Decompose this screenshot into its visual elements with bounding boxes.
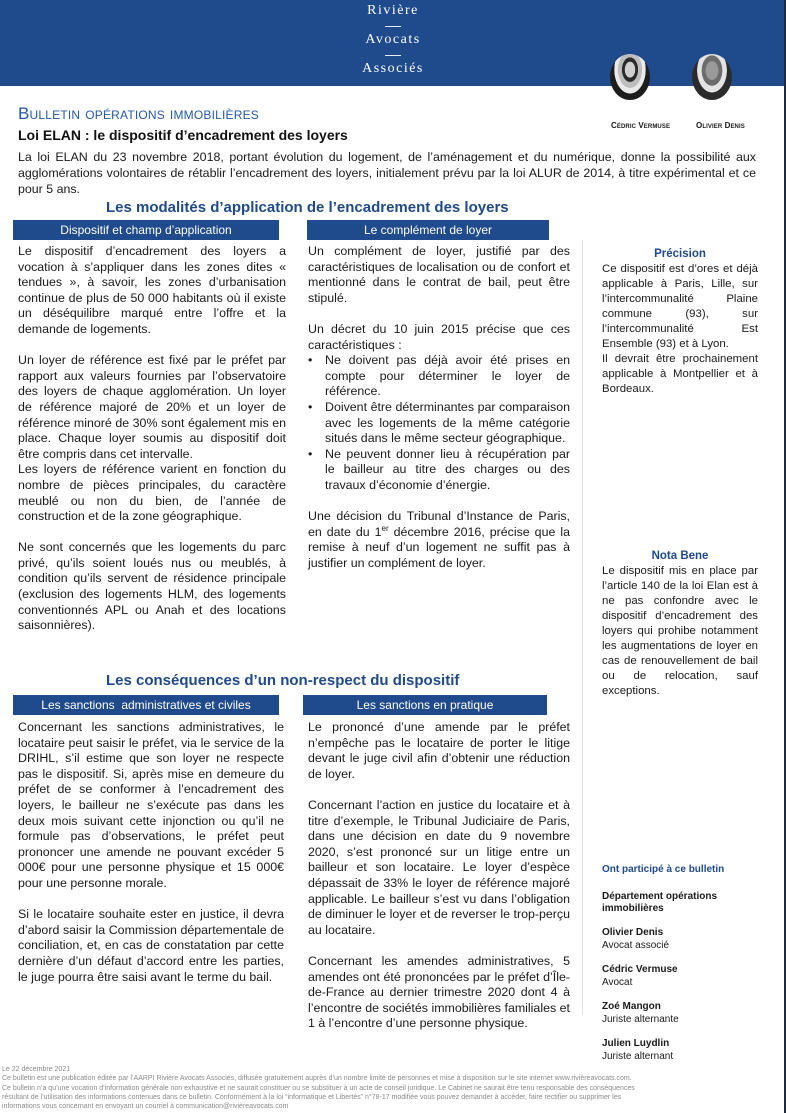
footer-disclaimer (2, 1065, 782, 1111)
list-item: • Ne doivent pas déjà avoir été prises en compte pour déterminer le loyer de référence. (308, 353, 570, 400)
bullet-list (308, 353, 570, 493)
contributor-name: Département opérations immobilières (602, 891, 718, 914)
column-dispositif (18, 244, 286, 672)
author-name: Olivier Denis (696, 121, 745, 130)
contributors-list (602, 864, 772, 1075)
paragraph: Un complément de loyer, justifié par des caractéristiques de localisation ou de confort et mentionné dans le contrat de bail, peut être stipulé. (308, 244, 570, 305)
box-title: Précision (654, 248, 706, 260)
logo-divider (385, 55, 401, 56)
subtitle: Loi ELAN : le dispositif d’encadrement des loyers (18, 127, 348, 143)
publication-date: Le 22 décembre 2021 (2, 1066, 71, 1073)
bulletin-title (18, 104, 259, 124)
column-header: Dispositif et champ d’application (13, 220, 279, 240)
firm-logo (343, 2, 443, 78)
contributors-title: Ont participé à ce bulletin (602, 864, 725, 875)
logo-divider (385, 26, 401, 27)
paragraph: Si le locataire souhaite ester en justice, il devra d’abord saisir la Commission départementale de conciliation, et, en cas de constatation par cette dernière d’un défaut d’accord entre les parties, le juge pourra être saisi avant le terme du bail. (18, 907, 284, 984)
portrait-icon (610, 54, 650, 100)
contributor-entry (602, 1001, 772, 1026)
disclaimer-line: informations vous concernant en envoyant un courriel à communication@rivièreavocats.com (2, 1103, 289, 1111)
bulletin-title-text: Bulletin opérations immobilières (18, 104, 260, 123)
contributor-entry (602, 927, 772, 952)
intro-paragraph: La loi ELAN du 23 novembre 2018, portant évolution du logement, de l’aménagement et du numérique, donne la possibilité aux agglomérations volontaires de rétablir l’encadrement des loyers, initialement prévu par la loi ALUR de 2014, à titre expérimental et ce pour 5 ans. (18, 150, 756, 196)
portrait-icon (692, 54, 732, 100)
column-sanctions (18, 720, 284, 1001)
paragraph: Les loyers de référence varient en fonction du nombre de pièces principales, du caractère meublé ou non du bien, de l’année de construction et de la zone géographique. (18, 462, 286, 524)
box-text: Ce dispositif est d’ores et déjà applicable à Paris, Lille, sur l’intercommunalité Plaine commune (93), sur l’intercommunalité Est Ensemble (93) et à Lyon. (602, 263, 758, 350)
superscript: er (381, 523, 389, 533)
column-complement (308, 244, 570, 587)
logo-word: Rivière (367, 3, 419, 18)
paragraph: Concernant l’action en justice du locataire et à titre d’exemple, le Tribunal Judiciaire de Paris, dans une décision en date du 9 novembre 2020, s’est prononcé sur un litige entre un bailleur et son locataire. Le loyer d’espèce dépassait de 33% le loyer de référence majoré applicable. Le bailleur s’est vu dans l’obligation de diminuer le loyer et de reverser le trop-perçu au locataire. (308, 797, 570, 937)
contributor-entry (602, 964, 772, 989)
paragraph (308, 509, 570, 571)
text: décembre 2016, précise que la remise à neuf d’un logement ne suffit pas à justifier un complément de loyer. (308, 524, 570, 570)
paragraph: Concernant les amendes administratives, 5 amendes ont été prononcées par le préfet d’Île-de-France au dernier trimestre 2020 dont 4 à l’encontre de sociétés immobilières familiales et 1 à l’encontre d’une personne physique. (308, 953, 570, 1031)
box-title: Nota Bene (651, 550, 709, 562)
paragraph: Un loyer de référence est fixé par le préfet par rapport aux valeurs fournies par l’observatoire des loyers de chaque agglomération. Un loyer de référence majoré de 20% et un loyer de référence minoré de 30% sont également mis en place. Chaque loyer soumis au dispositif doit être compris dans cet intervalle. (18, 353, 286, 461)
contributor-entry (602, 891, 772, 915)
contributor-role: Avocat associé (602, 940, 670, 951)
paragraph: Le prononcé d’une amende par le préfet n’empêche pas le locataire de porter le litige devant le juge civil afin d’obtenir une réduction de loyer. (308, 720, 570, 781)
contributor-role: Juriste alternante (602, 1014, 679, 1025)
section-heading: Les modalités d’application de l’encadrement des loyers (106, 199, 509, 216)
author-name: Cédric Vermuse (611, 121, 671, 130)
contributor-name: Olivier Denis (602, 927, 664, 938)
contributor-name: Julien Luydlin (602, 1038, 670, 1049)
column-divider (582, 240, 583, 1015)
logo-word: Associés (362, 61, 424, 76)
column-header: Les sanctions administratives et civiles (13, 695, 279, 715)
disclaimer-line: Ce bulletin n’a qu’une vocation d’information générale non exhaustive et ne saurait constituer ou se substituer à un acte de conseil juridique. Le Cabinet ne saurait être tenu responsable des conséquences (2, 1084, 635, 1092)
text: Une décision du Tribunal d’Instance de Paris, en date du 1 (308, 509, 570, 539)
column-header: Le complément de loyer (307, 220, 549, 240)
disclaimer-line: Ce bulletin est une publication éditée par l’AARPI Rivière Avocats Associés, diffusée gratuitement auprès d’un nombre limité de personnes et mise à disposition sur le site internet www.rivièreavocats.com. (2, 1075, 632, 1083)
list-item: • Doivent être déterminantes par comparaison avec les logements de la même catégorie situés dans le même secteur géographique. (308, 400, 570, 447)
contributor-name: Cédric Vermuse (602, 964, 678, 975)
logo-word: Avocats (365, 32, 421, 47)
column-sanctions-pratique (308, 720, 570, 1047)
box-text: Il devrait être prochainement applicable à Montpellier et à Bordeaux. (602, 353, 758, 395)
contributor-role: Juriste alternant (602, 1051, 674, 1062)
section-heading: Les conséquences d’un non-respect du dispositif (106, 672, 460, 689)
paragraph: Ne sont concernés que les logements du parc privé, qu’ils soient loués nus ou meublés, à condition qu’ils servent de résidence principale (exclusion des logements HLM, des logements conventionnés APL ou Anah et des locations saisonnières). (18, 540, 286, 633)
box-text: Le dispositif mis en place par l’article 140 de la loi Elan est à ne pas confondre avec le dispositif d’encadrement des loyers qui prohibe notamment les augmentations de loyer en cas de renouvellement de bail ou de relocation, sauf exceptions. (602, 565, 758, 697)
precision-box (602, 247, 758, 397)
paragraph: Un décret du 10 juin 2015 précise que ces caractéristiques : (308, 321, 570, 352)
disclaimer-line: résultant de l’utilisation des informations contenues dans ce bulletin. Conformément à la loi “informatique et Libertés” n°78-17 modifiée vous pouvez demander à accéder, faire rectifier ou supprimer les (2, 1093, 622, 1101)
column-header: Les sanctions en pratique (303, 695, 547, 715)
paragraph: Le dispositif d’encadrement des loyers a vocation à s’appliquer dans les zones dites « tendues », à savoir, les zones d’urbanisation continue de plus de 50 000 habitants où il existe un déséquilibre marqué entre l’offre et la demande de logements. (18, 244, 286, 336)
list-item: • Ne peuvent donner lieu à récupération par le bailleur au titre des charges ou des travaux d’économie d’énergie. (308, 447, 570, 494)
contributor-role: Avocat (602, 977, 633, 988)
paragraph: Concernant les sanctions administratives, le locataire peut saisir le préfet, via le service de la DRIHL, s’il estime que son loyer ne respecte pas le dispositif. Si, après mise en demeure du préfet de se conformer à l’encadrement des loyers, le bailleur ne s’exécute pas dans les deux mois suivant cette injonction ou qu’il ne formule pas d’observations, le préfet peut prononcer une amende ne pouvant excéder 5 000€ pour une personne physique et 15 000€ pour une personne morale. (18, 720, 284, 890)
contributor-name: Zoé Mangon (602, 1001, 661, 1012)
contributor-entry (602, 1038, 772, 1063)
nota-bene-box (602, 549, 758, 699)
